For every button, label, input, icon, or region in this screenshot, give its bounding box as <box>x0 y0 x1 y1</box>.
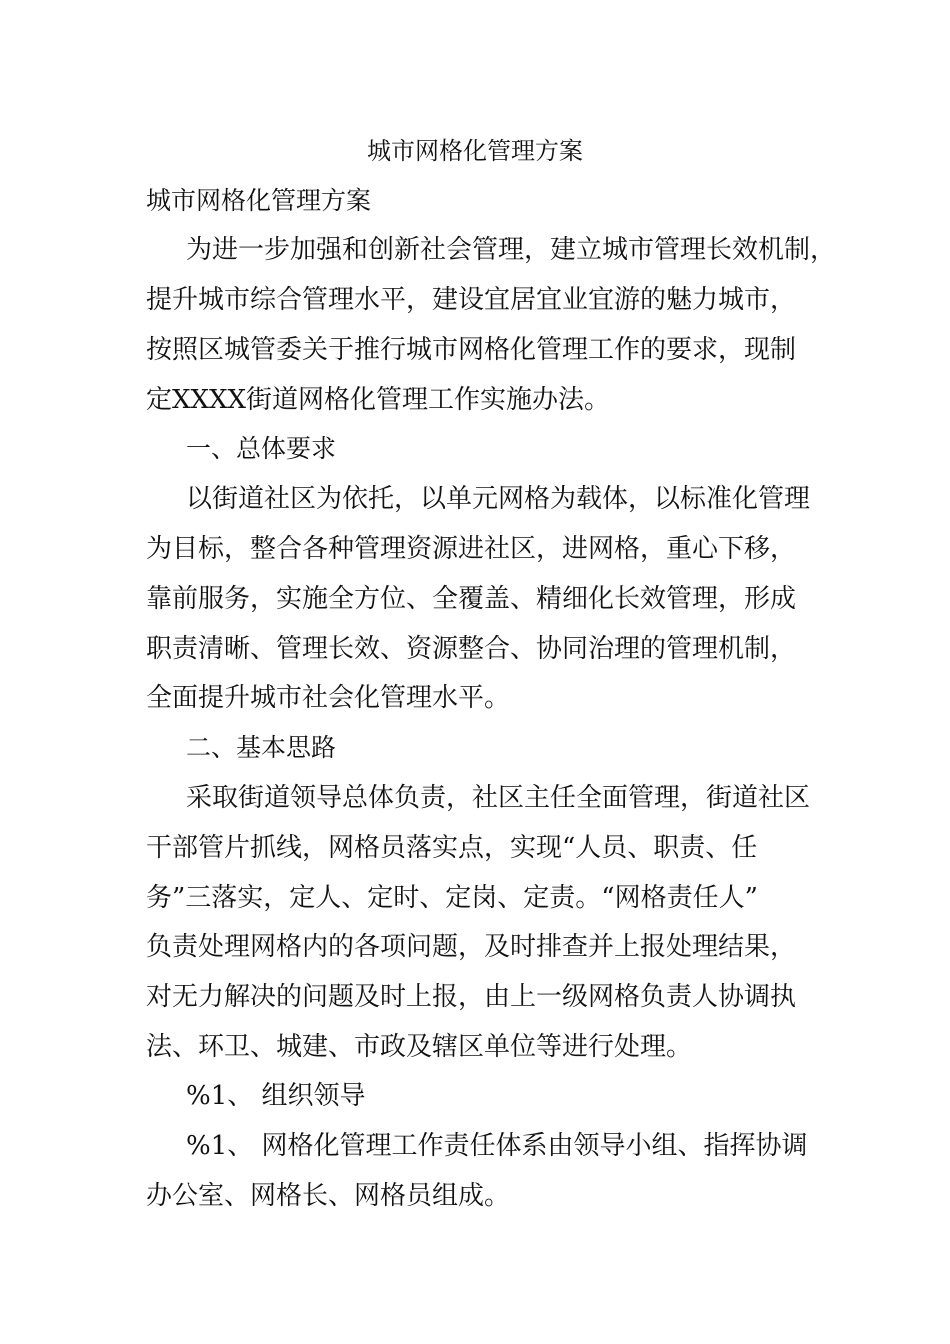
paragraph-line: 职责清晰、管理长效、资源整合、协同治理的管理机制， <box>146 634 797 664</box>
paragraph-line: 全面提升城市社会化管理水平。 <box>146 683 511 713</box>
paragraph-line: 务”三落实，定人、定时、定岗、定责。“网格责任人” <box>146 883 758 913</box>
paragraph-line: 靠前服务，实施全方位、全覆盖、精细化长效管理，形成 <box>146 584 797 614</box>
paragraph-line: 为进一步加强和创新社会管理，建立城市管理长效机制， <box>186 235 837 265</box>
document-subtitle: 城市网格化管理方案 <box>146 186 372 215</box>
paragraph-line: 按照区城管委关于推行城市网格化管理工作的要求，现制 <box>146 335 797 365</box>
paragraph-line: 以街道社区为依托，以单元网格为载体，以标准化管理 <box>186 484 811 514</box>
paragraph-line: 采取街道领导总体负责，社区主任全面管理，街道社区 <box>186 783 811 813</box>
document-title: 城市网格化管理方案 <box>367 137 583 165</box>
paragraph-line: 负责处理网格内的各项问题，及时排查并上报处理结果， <box>146 932 797 962</box>
section-heading: 一、总体要求 <box>186 434 337 463</box>
paragraph-line: 办公室、网格长、网格员组成。 <box>146 1181 511 1211</box>
section-heading: 二、基本思路 <box>186 733 337 762</box>
paragraph-line: 定XXXX街道网格化管理工作实施办法。 <box>146 385 611 415</box>
paragraph-line: 提升城市综合管理水平，建设宜居宜业宜游的魅力城市， <box>146 285 797 315</box>
section-heading: %1、 组织领导 <box>186 1081 366 1111</box>
paragraph-line: 干部管片抓线，网格员落实点，实现“人员、职责、任 <box>146 833 758 863</box>
paragraph-line: 为目标，整合各种管理资源进社区，进网格，重心下移， <box>146 534 797 564</box>
paragraph-line: %1、 网格化管理工作责任体系由领导小组、指挥协调 <box>186 1131 808 1161</box>
paragraph-line: 法、环卫、城建、市政及辖区单位等进行处理。 <box>146 1032 693 1062</box>
paragraph-line: 对无力解决的问题及时上报，由上一级网格负责人协调执 <box>146 982 797 1012</box>
